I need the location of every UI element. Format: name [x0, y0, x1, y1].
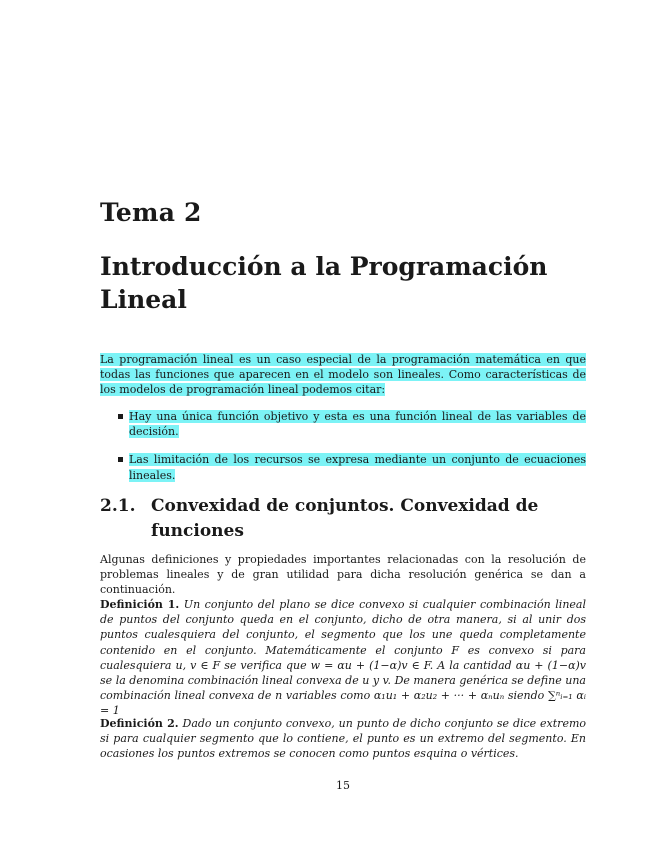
definition-1-math-e: ∑ⁿᵢ₌₁ αᵢ = 1 — [100, 689, 586, 718]
bullet-square-icon — [118, 457, 123, 462]
section-number: 2.1. — [100, 496, 136, 516]
chapter-title-line-2: Lineal — [100, 285, 187, 314]
chapter-title-line-1: Introducción a la Programación — [100, 252, 548, 281]
book-page — [100, 0, 586, 848]
page-number: 15 — [336, 779, 350, 792]
definition-2-label: Definición 2. — [100, 717, 179, 730]
definition-1-text-c: . A la cantidad — [429, 658, 516, 672]
bullet-list — [100, 409, 586, 483]
definition-1-math-b: w = αu + (1−α)v ∈ F — [310, 658, 430, 672]
definition-1-text-e: siendo — [504, 689, 548, 703]
definition-1-text-d: se la denomina combinación lineal convexa de u y v. De manera genérica se define una combinación lineal convexa de n variables como — [100, 674, 586, 703]
section-heading — [100, 494, 586, 544]
definition-1-math-d: α₁u₁ + α₂u₂ + ··· + αₙuₙ — [373, 689, 505, 703]
bullet-item — [100, 409, 586, 439]
bullet-text: Las limitación de los recursos se expresa mediante un conjunto de ecuaciones lineales. — [129, 453, 586, 482]
definition-1 — [100, 597, 586, 719]
chapter-label: Tema 2 — [100, 198, 202, 227]
chapter-title — [100, 250, 570, 316]
bullet-text: Hay una única función objetivo y esta es una función lineal de las variables de decisión. — [129, 410, 586, 439]
definition-2-text: Dado un conjunto convexo, un punto de dicho conjunto se dice extremo si para cualquier segmento que lo contiene, el punto es un extremo del segmento. En ocasiones los puntos extremos se conocen como puntos esquina o vértices. — [100, 717, 587, 761]
definition-1-math-a: u, v ∈ F — [175, 658, 221, 672]
definition-1-text-b: se verifica que — [220, 658, 311, 672]
definition-2 — [100, 716, 586, 762]
bullet-item — [100, 452, 586, 482]
intro-paragraph-text: La programación lineal es un caso especial de la programación matemática en que todas las funciones que aparecen en el modelo son lineales. Como características de los modelos de programación lineal podemos citar: — [100, 353, 586, 397]
definition-1-text-a: Un conjunto del plano se dice convexo si cualquier combinación lineal de puntos del conjunto queda en el conjunto, dicho de otra manera, si al unir dos puntos cualesquiera del conjunto, el segmento que los une queda completamente contenido en el conjunto. Matemáticamente el conjunto F es convexo si para cualesquiera — [100, 598, 586, 672]
intro-paragraph — [100, 352, 586, 398]
definition-1-math-c: αu + (1−α)v — [515, 658, 587, 672]
definition-1-label: Definición 1. — [100, 598, 180, 611]
section-intro-paragraph: Algunas definiciones y propiedades importantes relacionadas con la resolución de problemas lineales y de gran utilidad para dicha resolución genérica se dan a continuación. — [100, 553, 586, 597]
section-title: Convexidad de conjuntos. Convexidad de funciones — [151, 496, 539, 541]
bullet-square-icon — [118, 414, 123, 419]
